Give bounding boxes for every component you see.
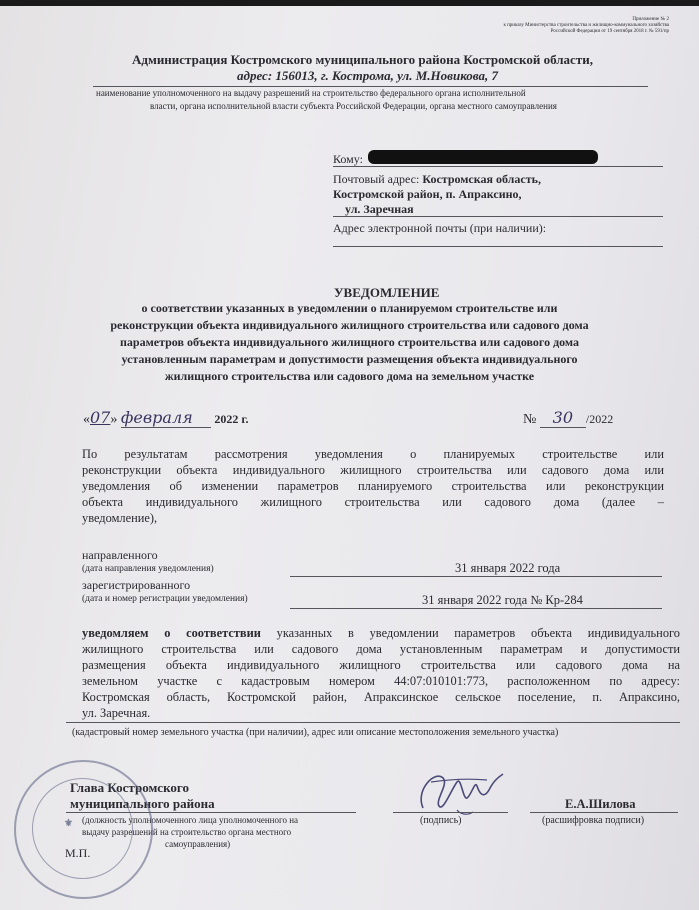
subtitle-line-1: о соответствии указанных в уведомлении о планируемом строительстве или — [141, 301, 558, 315]
notify-line-1-rest: указанных в уведомлении параметров объекта индивидуального — [276, 626, 680, 640]
signature-caption: (подпись) — [420, 815, 462, 826]
body-line-3: уведомления об изменении параметров планируемого строительства или реконструкции — [82, 479, 664, 493]
appendix-line-3: Российской Федерации от 19 сентября 2018 г. № 591/пр — [550, 29, 669, 34]
body-line-4: объекта индивидуального жилищного строительства или садового дома (далее – — [82, 495, 664, 509]
date-open-quote: « — [83, 412, 90, 427]
postal-address-line-1: Костромская область, — [422, 172, 541, 186]
document-title: УВЕДОМЛЕНИЕ — [334, 285, 440, 300]
authority-address: адрес: 156013, г. Кострома, ул. М.Новикова, 7 — [237, 68, 499, 83]
signer-position-line-2: муниципального района — [70, 796, 215, 811]
directed-value: 31 января 2022 года — [455, 561, 561, 575]
date-month: февраля — [121, 408, 211, 428]
subtitle-line-5: жилищного строительства или садового дома на земельном участке — [164, 369, 535, 383]
notify-line-4: земельном участке с кадастровым номером 44:07:010101:773, расположенном по адресу: — [82, 674, 680, 688]
date-close-quote: » — [110, 412, 118, 427]
notify-line-6: ул. Заречная. — [82, 706, 151, 720]
body-line-1: По результатам рассмотрения уведомления о планируемых строительстве или — [82, 447, 664, 461]
notify-lead: уведомляем о соответствии — [82, 626, 261, 640]
signer-name: Е.А.Шилова — [565, 797, 636, 811]
notify-line-1 — [82, 626, 680, 641]
body-line-2: реконструкции объекта индивидуального жилищного строительства или садового дома или — [82, 463, 664, 477]
date-year: 2022 г. — [214, 412, 249, 426]
appendix-note — [503, 17, 669, 35]
subtitle-line-4: установленным параметрам и допустимости размещения объекта индивидуального — [121, 352, 578, 366]
appendix-line-1: Приложение № 2 — [632, 17, 669, 22]
postal-address-row — [333, 172, 541, 187]
notify-line-5: Костромская область, Костромской район, Апраксинское сельское поселение, п. Апраксино, — [82, 690, 680, 704]
cadastral-caption: (кадастровый номер земельного участка (при наличии), адрес или описание местоположения земельного участка) — [72, 727, 559, 738]
date-day: 07 — [90, 408, 111, 427]
notify-line-2: жилищного строительства или садового дома установленным параметрам и допустимости — [82, 642, 680, 656]
to-label: Кому: — [333, 152, 363, 166]
registered-label: зарегистрированного — [82, 578, 191, 592]
number-sign: № — [523, 412, 537, 427]
handwritten-signature — [405, 760, 510, 820]
position-caption-1: (должность уполномоченного лица уполномоченного на — [82, 815, 299, 825]
document-number — [523, 408, 613, 428]
body-line-5: уведомление), — [82, 511, 158, 525]
official-seal — [14, 760, 153, 899]
postal-address-label: Почтовый адрес: — [333, 172, 420, 186]
subtitle-line-3: параметров объекта индивидуального жилищного строительства или садового дома — [119, 335, 580, 349]
directed-caption: (дата направления уведомления) — [82, 564, 214, 574]
redacted-name — [368, 150, 598, 164]
position-caption-3: самоуправления) — [165, 839, 231, 849]
authority-caption-2: власти, органа исполнительной власти субъекта Российской Федерации, органа местного самоуправления — [150, 101, 557, 111]
email-label: Адрес электронной почты (при наличии): — [333, 221, 547, 235]
notify-line-3: размещения объекта индивидуального жилищного строительства или садового дома на — [82, 658, 680, 672]
signer-position-line-1: Глава Костромского — [70, 780, 189, 795]
number-year: /2022 — [585, 412, 614, 426]
subtitle-line-2: реконструкции объекта индивидуального жилищного строительства или садового дома — [110, 318, 589, 332]
postal-address-line-2: Костромской район, п. Апраксино, — [333, 187, 522, 201]
directed-label: направленного — [82, 548, 158, 562]
top-edge — [0, 0, 699, 6]
authority-caption-1: наименование уполномоченного на выдачу разрешений на строительство федерального органа исполнительной — [96, 88, 526, 98]
appendix-line-2: к приказу Министерства строительства и жилищно-коммунального хозяйства — [503, 23, 669, 28]
document-date — [83, 408, 248, 428]
name-caption: (расшифровка подписи) — [542, 815, 645, 826]
postal-address-line-3: ул. Заречная — [345, 202, 414, 216]
registered-value: 31 января 2022 года № Кр-284 — [422, 593, 583, 607]
seal-center-text: ⚜ — [64, 818, 73, 829]
number-value: 30 — [540, 408, 586, 428]
position-caption-2: выдачу разрешений на строительство органа местного — [82, 827, 292, 837]
registered-caption: (дата и номер регистрации уведомления) — [82, 594, 248, 604]
stamp-place-label: М.П. — [65, 846, 91, 860]
authority-name: Администрация Костромского муниципального района Костромской области, — [132, 52, 593, 67]
